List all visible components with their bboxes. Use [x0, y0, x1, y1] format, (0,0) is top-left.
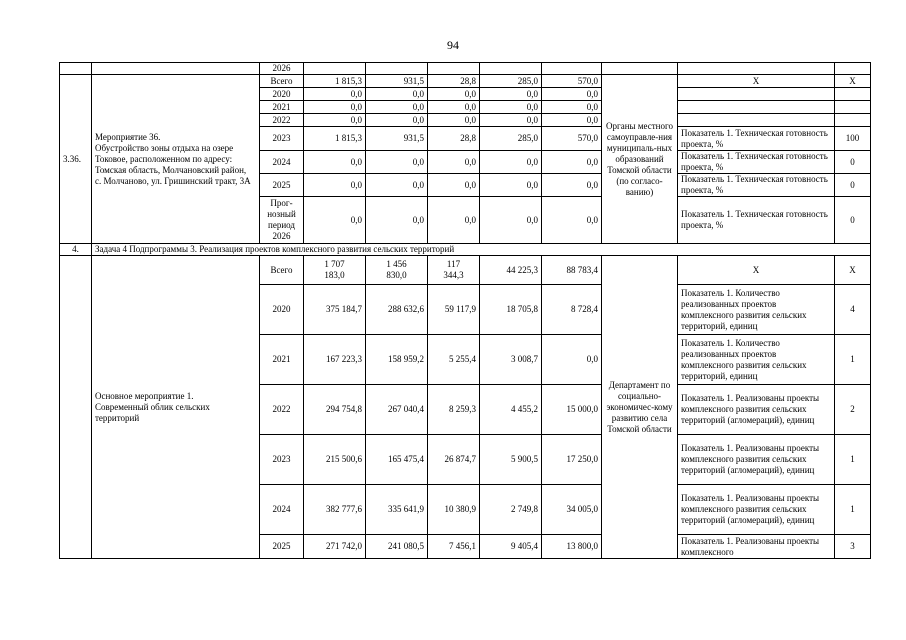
regional-cell: 28,8 [428, 75, 480, 88]
period-cell: Всего [260, 256, 304, 285]
federal-cell: 0,0 [366, 151, 428, 174]
total-cell: 0,0 [304, 197, 366, 244]
period-cell: 2026 [260, 63, 304, 75]
federal-cell: 931,5 [366, 127, 428, 151]
regional-cell: 28,8 [428, 127, 480, 151]
indicator-cell: Показатель 1. Техническая готовность проекта, % [678, 151, 835, 174]
period-cell: 2024 [260, 151, 304, 174]
total-cell: 0,0 [304, 101, 366, 114]
local-cell: 3 008,7 [480, 335, 542, 385]
total-cell: 215 500,6 [304, 435, 366, 485]
indicator-cell: Показатель 1. Техническая готовность проекта, % [678, 127, 835, 151]
indicator-value-cell: 1 [835, 335, 871, 385]
extra-budget-cell: 15 000,0 [542, 385, 602, 435]
indicator-value-cell: 3 [835, 535, 871, 559]
local-cell: 2 749,8 [480, 485, 542, 535]
federal-cell: 0,0 [366, 197, 428, 244]
indicator-value-cell [835, 88, 871, 101]
total-cell: 294 754,8 [304, 385, 366, 435]
total-cell: 271 742,0 [304, 535, 366, 559]
period-cell: 2020 [260, 88, 304, 101]
regional-cell: 0,0 [428, 197, 480, 244]
indicator-value-cell: 0 [835, 197, 871, 244]
federal-cell: 335 641,9 [366, 485, 428, 535]
regional-cell: 5 255,4 [428, 335, 480, 385]
local-cell: 285,0 [480, 127, 542, 151]
extra-budget-cell: 0,0 [542, 101, 602, 114]
indicator-value-cell: 4 [835, 285, 871, 335]
measure-name: Основное мероприятие 1. Современный облик сельских территорий [92, 256, 260, 559]
federal-cell: 165 475,4 [366, 435, 428, 485]
indicator-cell [678, 114, 835, 127]
period-cell: 2022 [260, 385, 304, 435]
federal-cell: 0,0 [366, 174, 428, 197]
period-cell: 2021 [260, 101, 304, 114]
indicator-value-cell: 0 [835, 151, 871, 174]
indicator-cell: Показатель 1. Реализованы проекты комплексного развития сельских территорий (агломераций), единиц [678, 485, 835, 535]
period-cell: Всего [260, 75, 304, 88]
regional-cell: 0,0 [428, 101, 480, 114]
local-cell: 44 225,3 [480, 256, 542, 285]
indicator-cell: Показатель 1. Техническая готовность проекта, % [678, 174, 835, 197]
program-table [59, 62, 871, 559]
period-cell: 2023 [260, 435, 304, 485]
total-cell: 1 707 183,0 [304, 256, 366, 285]
total-cell: 1 815,3 [304, 127, 366, 151]
federal-cell: 0,0 [366, 114, 428, 127]
total-cell: 1 815,3 [304, 75, 366, 88]
table-row [60, 63, 871, 75]
extra-budget-cell: 0,0 [542, 335, 602, 385]
table-row [60, 75, 871, 88]
indicator-value-cell [835, 114, 871, 127]
federal-cell: 0,0 [366, 101, 428, 114]
local-cell: 0,0 [480, 197, 542, 244]
extra-budget-cell: 17 250,0 [542, 435, 602, 485]
row-number-empty [60, 256, 92, 559]
federal-cell: 931,5 [366, 75, 428, 88]
period-cell: 2021 [260, 335, 304, 385]
federal-cell: 0,0 [366, 88, 428, 101]
indicator-cell: Х [678, 75, 835, 88]
executor-cell: Органы местного самоуправле-ния муниципаль-ных образований Томской области (по согласо-ванию) [602, 75, 678, 244]
local-cell: 0,0 [480, 101, 542, 114]
measure-name: Мероприятие 36. Обустройство зоны отдыха на озере Токовое, расположенном по адресу: Томская область, Молчановский район, с. Молчаново, ул. Гришинский тракт, 3А [92, 75, 260, 244]
regional-cell: 0,0 [428, 174, 480, 197]
extra-budget-cell: 34 005,0 [542, 485, 602, 535]
local-cell: 0,0 [480, 114, 542, 127]
local-cell: 5 900,5 [480, 435, 542, 485]
local-cell: 4 455,2 [480, 385, 542, 435]
total-cell: 0,0 [304, 174, 366, 197]
federal-cell: 1 456 830,0 [366, 256, 428, 285]
regional-cell: 8 259,3 [428, 385, 480, 435]
regional-cell: 0,0 [428, 88, 480, 101]
period-cell: 2024 [260, 485, 304, 535]
regional-cell: 26 874,7 [428, 435, 480, 485]
local-cell: 0,0 [480, 151, 542, 174]
regional-cell: 0,0 [428, 114, 480, 127]
federal-cell: 158 959,2 [366, 335, 428, 385]
period-cell: 2020 [260, 285, 304, 335]
page-number: 94 [447, 38, 459, 52]
federal-cell: 241 080,5 [366, 535, 428, 559]
indicator-cell: Показатель 1. Реализованы проекты комплексного развития сельских территорий (агломераций), единиц [678, 385, 835, 435]
local-cell: 9 405,4 [480, 535, 542, 559]
row-number: 3.36. [60, 75, 92, 244]
indicator-value-cell: 0 [835, 174, 871, 197]
indicator-value-cell [835, 101, 871, 114]
local-cell: 0,0 [480, 174, 542, 197]
extra-budget-cell: 0,0 [542, 174, 602, 197]
indicator-cell: Показатель 1. Количество реализованных проектов комплексного развития сельских территорий, единиц [678, 285, 835, 335]
total-cell: 382 777,6 [304, 485, 366, 535]
indicator-value-cell: 1 [835, 485, 871, 535]
period-cell: 2023 [260, 127, 304, 151]
extra-budget-cell: 0,0 [542, 88, 602, 101]
indicator-cell: Показатель 1. Количество реализованных проектов комплексного развития сельских территорий, единиц [678, 335, 835, 385]
extra-budget-cell: 0,0 [542, 114, 602, 127]
local-cell: 18 705,8 [480, 285, 542, 335]
table-row [60, 256, 871, 285]
executor-cell: Департамент по социально-экономичес-кому развитию села Томской области [602, 256, 678, 559]
indicator-cell: Показатель 1. Реализованы проекты комплексного развития сельских территорий (агломераций), единиц [678, 435, 835, 485]
federal-cell: 288 632,6 [366, 285, 428, 335]
indicator-cell: Показатель 1. Техническая готовность проекта, % [678, 197, 835, 244]
indicator-value-cell: 100 [835, 127, 871, 151]
task-title: Задача 4 Подпрограммы 3. Реализация проектов комплексного развития сельских территорий [92, 244, 871, 256]
total-cell: 0,0 [304, 88, 366, 101]
extra-budget-cell: 0,0 [542, 197, 602, 244]
indicator-value-cell: 1 [835, 435, 871, 485]
indicator-value-cell: Х [835, 256, 871, 285]
period-cell: 2022 [260, 114, 304, 127]
extra-budget-cell: 0,0 [542, 151, 602, 174]
total-cell: 0,0 [304, 114, 366, 127]
extra-budget-cell: 570,0 [542, 75, 602, 88]
extra-budget-cell: 570,0 [542, 127, 602, 151]
total-cell: 0,0 [304, 151, 366, 174]
regional-cell: 10 380,9 [428, 485, 480, 535]
local-cell: 0,0 [480, 88, 542, 101]
federal-cell: 267 040,4 [366, 385, 428, 435]
regional-cell: 117 344,3 [428, 256, 480, 285]
regional-cell: 0,0 [428, 151, 480, 174]
extra-budget-cell: 88 783,4 [542, 256, 602, 285]
regional-cell: 7 456,1 [428, 535, 480, 559]
indicator-cell: Показатель 1. Реализованы проекты комплексного [678, 535, 835, 559]
extra-budget-cell: 8 728,4 [542, 285, 602, 335]
period-cell: 2025 [260, 535, 304, 559]
task-row [60, 244, 871, 256]
table-body [60, 63, 871, 559]
period-cell: Прог- нозный период 2026 [260, 197, 304, 244]
indicator-cell: Х [678, 256, 835, 285]
extra-budget-cell: 13 800,0 [542, 535, 602, 559]
period-cell: 2025 [260, 174, 304, 197]
local-cell: 285,0 [480, 75, 542, 88]
total-cell: 375 184,7 [304, 285, 366, 335]
indicator-value-cell: Х [835, 75, 871, 88]
indicator-cell [678, 101, 835, 114]
task-number: 4. [60, 244, 92, 256]
total-cell: 167 223,3 [304, 335, 366, 385]
regional-cell: 59 117,9 [428, 285, 480, 335]
indicator-cell [678, 88, 835, 101]
indicator-value-cell: 2 [835, 385, 871, 435]
